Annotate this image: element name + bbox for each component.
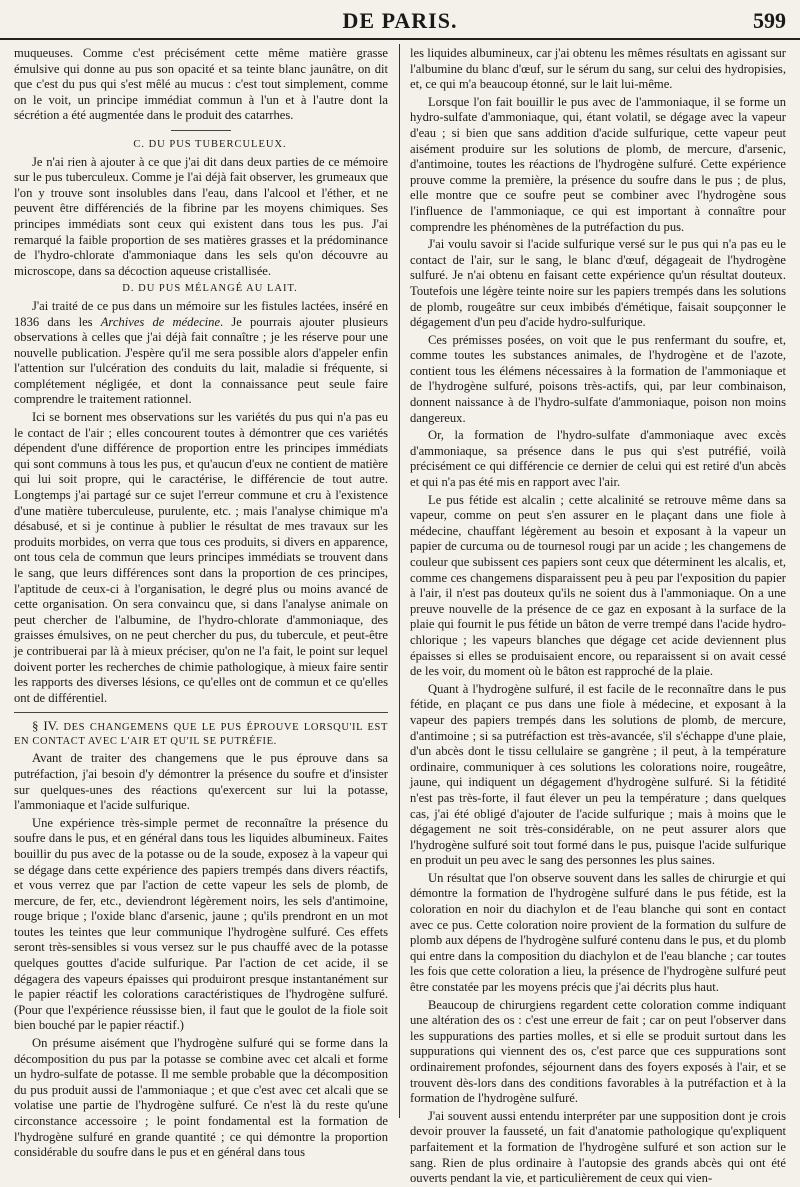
section-number: § IV.: [32, 718, 59, 734]
left-column: [14, 46, 388, 1160]
paragraph: Or, la formation de l'hydro-sulfate d'ammoniaque avec excès d'ammoniaque, sa présence dans le pus qui s'est putréfié, voilà précisément ce qui différencie ce dernier de celui qui est retiré d'un abcès et qui n'a pas été mis en rapport avec l'air.: [410, 428, 786, 490]
paragraph: Beaucoup de chirurgiens regardent cette coloration comme indiquant une altération des os : c'est une erreur de fait ; car on peut l'observer dans les suppurations des parties molles, et si elle se produit surtout dans les suppurations qui viennent des os, c'est parce que ces suppurations sont ordinairement profondes, séjournent dans des foyers exposés à l'air, et se trouvent dès-lors dans des conditions favorables à la putréfaction et à la formation de l'hydrogène sulfuré.: [410, 997, 786, 1106]
paragraph-with-journal: [14, 299, 388, 408]
paragraph: Le pus fétide est alcalin ; cette alcalinité se retrouve même dans sa vapeur, comme on peut s'en assurer en le plaçant dans une fiole à médecine, chauffant légèrement au besoin et exposant à la vapeur un papier de curcuma ou de tournesol rougi par un acide ; les changemens de couleur que subissent ces papiers sont ceux que déterminent les alcalis, et, comme ces changemens disparaissent peu à peu par l'exposition du papier à l'air, il n'est pas douteux qu'ils ne soient dus à l'ammoniaque. On a une preuve nouvelle de la présence de ce gaz en exposant à la surface de la plaie qui fournit le pus fétide un bâton de verre trempé dans l'acide hydro-chlorique ; les vapeurs blanches que dégage cet acide deviennent plus épaisses si elles se produisaient encore, ou reparaissent si on avait cessé de les voir, du moment où le bâton est rapproché de la plaie.: [410, 492, 786, 679]
paragraph: les liquides albumineux, car j'ai obtenu les mêmes résultats en agissant sur l'albumine du blanc d'œuf, sur le sérum du sang, sur celui des hydropisies, et, ce qui m'a beaucoup étonné, sur le lait lui-même.: [410, 46, 786, 92]
paragraph: On présume aisément que l'hydrogène sulfuré qui se forme dans la décomposition du pus par la potasse se combine avec cet alcali et forme un hydro-sulfate de potasse. Il me semble probable que la décomposition du pus produit aussi de l'ammoniaque ; et que c'est avec cet alcali que se volatise une partie de l'hydrogène sulfuré. Ce n'est là du reste qu'une circonstance accessoire ; le point fondamental est la formation de l'hydrogène sulfuré en grande quantité ; ce qui démontre la proportion considérable du soufre dans le pus et en général dans tous: [14, 1036, 388, 1160]
page-number: 599: [753, 8, 786, 33]
column-divider: [399, 44, 400, 1118]
section-rule: [14, 712, 388, 713]
paragraph-part: . Je pourrais ajouter plusieurs observations à celles que j'ai déjà fait connaître ; je les réserve pour une nouvelle publication. J'espère qu'il me sera possible alors d'appeler enfin l'attention sur l'ulcération des conduits du lait, maladie si fréquente, si complétement négligée, et dont la connaissance peut seule faire comprendre le traitement rationnel.: [14, 314, 388, 407]
subsection-heading-d: D. DU PUS MÉLANGÉ AU LAIT.: [122, 283, 298, 295]
paragraph: Ici se bornent mes observations sur les variétés du pus qui n'a pas eu le contact de l'air ; elles concourent toutes à démontrer que ces variétés dépendent d'une différence de proportion entre les principes immédiats qui sont communs à tous les pus, et qu'aucun d'eux ne contient de matière qui lui soit propre, qui le caractérise, le différencie de tout autre. Longtemps j'ai partagé sur ce sujet l'erreur commune et cru à l'existence d'une matière tuberculeuse, purulente, etc. ; mais l'analyse chimique m'a désabusé, et si je continue à publier le résultat de mes travaux sur les produits morbides, on verra que tous ces produits, si divers en apparence, ont tous cela de commun que leurs principes immédiats se trouvent dans le sang, que leurs différences sont dans la proportion de ces principes, l'aptitude de ceux-ci à l'organisation, le degré plus ou moins avancé de cette organisation. On sera convaincu que, si dans l'analyse animale on peut chercher de l'albumine, de l'hydro-chlorate d'ammoniaque, des graisses émulsives, on ne peut chercher du pus, du tubercule, et peut-être je contribuerai par là à mieux préciser, qu'on ne l'a fait, le point sur lequel doivent porter les recherches de chimie pathologique, à mieux faire sentir les rapports des diverses lésions, ce qu'elles ont de commun et ce qu'elles ont de différentiel.: [14, 410, 388, 705]
page-header: [0, 0, 800, 40]
paragraph: Ces prémisses posées, on voit que le pus renfermant du soufre, et, comme toutes les substances animales, de l'hydrogène et de l'azote, contient tous les élémens nécessaires à la formation de l'ammoniaque et de l'hydrogène sulfuré, poisons très-actifs, qui, par leur combinaison, donnent naissance à de l'hydro-sulfate d'ammoniaque, poison non moins dangereux.: [410, 332, 786, 425]
paragraph: J'ai voulu savoir si l'acide sulfurique versé sur le pus qui n'a pas eu le contact de l'air, sur le sang, le blanc d'œuf, dégageait de l'hydrogène sulfuré. Je n'ai obtenu en faisant cette expérience qu'un résultat douteux. Toutefois une légère teinte noire sur les papiers trempés dans les solutions de plomb, rougeâtre sur ceux imbibés d'émétique, faisait soupçonner le dégagement d'un peu d'acide hydro-sulfurique.: [410, 237, 786, 330]
paragraph: Un résultat que l'on observe souvent dans les salles de chirurgie et qui démontre la formation de l'hydrogène sulfuré dans le pus fétide, est la coloration en noir du diachylon et de l'eau blanche qui sont en contact avec ce pus. Cette coloration noire provient de la formation du sulfure de plomb aux dépens de l'hydrogène sulfuré contenu dans le pus, et du plomb qui entre dans la composition du diachylon et de l'eau blanche ; car toutes les fois que cette coloration a lieu, la présence de l'hydrogène sulfuré peut être constatée par les moyens précis que j'ai décrits plus haut.: [410, 870, 786, 995]
paragraph-part: J'ai traité de ce pus dans un mémoire sur les fistules lactées, inséré en 1836 dans les: [14, 298, 388, 329]
separator-rule: [171, 130, 231, 131]
right-column: [410, 46, 786, 1186]
paragraph: Avant de traiter des changemens que le pus éprouve dans sa putréfaction, j'ai besoin d'y démontrer la présence du soufre et d'insister sur quelques-unes des réactions qu'exercent sur lui la potasse, l'ammoniaque et l'acide sulfurique.: [14, 751, 388, 813]
paragraph: Quant à l'hydrogène sulfuré, il est facile de le reconnaître dans le pus fétide, en plaçant ce pus dans une fiole à médecine, et exposant à la vapeur des papiers trempés dans les solutions de plomb, de mercure, d'antimoine ; si sa putréfaction est très-avancée, s'il s'échappe d'une plaie, d'un abcès dont le tissu cellulaire se gangrène ; il peut, à la température ordinaire, communiquer à ces solutions les colorations noire, rougeâtre, jaune, qui indiquent un dégagement d'hydrogène sulfuré. Si la fétidité n'est pas très-forte, il faut élever un peu la température ; dans quelques cas, j'ai été obligé d'ajouter de l'acide sulfurique ; mais à moins que le dégagement ne soit très-considérable, on ne peut assurer alors que l'hydrogène sulfuré soit tout formé dans le pus, puisque l'acide sulfurique en produit un peu avec le sang des personnes les plus saines.: [410, 681, 786, 868]
paragraph: Lorsque l'on fait bouillir le pus avec de l'ammoniaque, il se forme un hydro-sulfate d'ammoniaque, qui, étant volatil, se dégage avec la vapeur d'eau ; si bien que sans addition d'acide sulfurique, cette vapeur peut aisément produire sur les solutions de plomb, de mercure, d'arsenic, d'antimoine, toutes les réactions de l'hydrogène sulfuré. Cette expérience prouve comme la première, la présence du soufre dans le pus ; de plus, elle montre que ce soufre peut se combiner avec l'hydrogène sous l'influence de l'ammoniaque, ce qui est important à connaître pour comprendre les phénomènes de la putréfaction du pus.: [410, 94, 786, 234]
paragraph: Je n'ai rien à ajouter à ce que j'ai dit dans deux parties de ce mémoire sur le pus tuberculeux. Comme je l'ai déjà fait observer, les grumeaux que l'on y trouve sont insolubles dans l'eau, dans l'alcool et l'éther, et ne peuvent être différenciés de la fibrine par les moyens chimiques. Ses principes immédiats sont ceux qui existent dans tous les pus. J'ai remarqué la faible proportion de ses matières grasses et la prédominance de l'hydro-chlorate d'ammoniaque dans les sels qu'on découvre au microscope, dans sa décoction aqueuse cristallisée.: [14, 154, 388, 278]
paragraph: J'ai souvent aussi entendu interpréter par une supposition dont je crois devoir prouver la fausseté, un fait d'anatomie pathologique qu'expliquent parfaitement et la formation de l'hydrogène sulfuré et son action sur le sang. Rien de plus ordinaire à l'autopsie des grands abcès qui ont été ouverts pendant la vie, et particulièrement de ceux qui vien-: [410, 1108, 786, 1186]
paragraph: Une expérience très-simple permet de reconnaître la présence du soufre dans le pus, et en général dans tous les liquides albumineux. Faites bouillir du pus avec de la potasse ou de la soude, exposez à la vapeur qui se dégage dans cette expérience des papiers trempés dans divers réactifs, et vous verrez que par l'action de cette vapeur les sels de plomb, de mercure, de fer, etc., deviendront légèrement noirs, les sels d'antimoine, rouge brique ; l'oxide blanc d'arsenic, jaune ; qu'ils prendront en un mot toutes les teintes que leur communique l'hydrogène sulfuré. Ces effets seront très-sensibles si vous versez sur le pus chauffé avec de la potasse quelques gouttes d'acide sulfurique. Par l'action de cet acide, il se dégagera des vapeurs épaisses qui produiront presque instantanément sur le papier réactif les colorations caractéristiques de l'hydrogène sulfuré. (Pour que l'expérience réussisse bien, il faut que le goulot de la fiole soit bien bouché par le papier réactif.): [14, 815, 388, 1033]
running-title: DE PARIS.: [342, 8, 458, 33]
paragraph: muqueuses. Comme c'est précisément cette même matière grasse émulsive qui donne au pus son opacité et sa teinte blanc jaunâtre, on dit que c'est du pus qui s'est mêlé au mucus : c'est tout simplement, comme on le voit, un principe immédiat commun à l'un et à l'autre dont la sécrétion a été augmentée dans le produit des catarrhes.: [14, 46, 388, 123]
section-heading: [14, 719, 388, 749]
subsection-heading-c: C. DU PUS TUBERCULEUX.: [133, 138, 287, 150]
section-title: DES CHANGEMENS QUE LE PUS ÉPROUVE LORSQU'IL EST EN CONTACT AVEC L'AIR ET QU'IL SE PUTRÉFIE.: [14, 722, 388, 748]
journal-title: Archives de médecine: [100, 314, 221, 329]
